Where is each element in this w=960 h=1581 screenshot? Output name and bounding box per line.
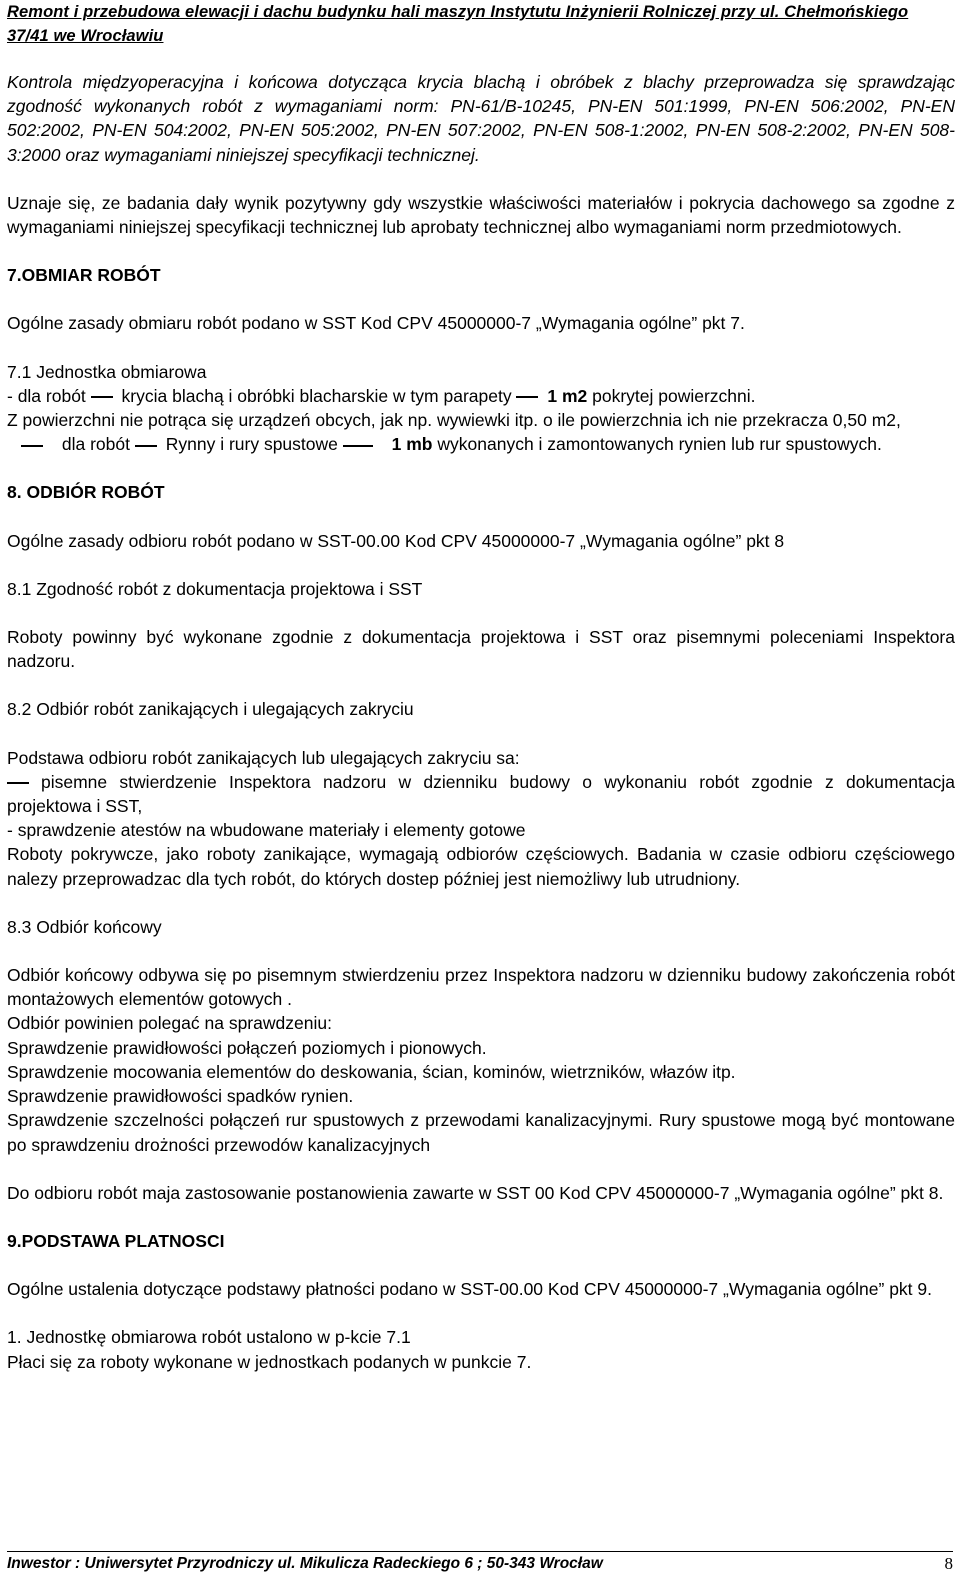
section-8-1-text: Roboty powinny być wykonane zgodnie z dokumentacja projektowa i SST oraz pisemnymi poleceniami Inspektora nadzoru. bbox=[7, 627, 955, 672]
unit-line-roofing-d: pokrytej powierzchni. bbox=[592, 385, 756, 406]
section-7-1-heading: 7.1 Jednostka obmiarowa bbox=[7, 361, 207, 382]
unit-line-gutters-a: dla robót bbox=[61, 434, 130, 455]
section-8-3-text-6: Sprawdzenie szczelności połączeń rur spustowych z przewodami kanalizacyjnymi. Rury spustowe mogą być montowane po sprawdzeniu drożności przewodów kanalizacyjnych bbox=[7, 1110, 955, 1155]
dash-icon bbox=[343, 445, 373, 447]
page-header bbox=[7, 0, 953, 48]
document-body bbox=[7, 70, 955, 1374]
dash-icon bbox=[91, 396, 113, 398]
section-8-3-text-2: Odbiór powinien polegać na sprawdzeniu: bbox=[7, 1013, 332, 1034]
section-8-3-text-4: Sprawdzenie mocowania elementów do deskowania, ścian, kominów, wietrzników, włazów itp. bbox=[7, 1061, 736, 1082]
acceptance-paragraph: Uznaje się, ze badania dały wynik pozytywny gdy wszystkie właściwości materiałów i pokrycia dachowego sa zgodne z wymaganiami niniejszej specyfikacji technicznej lub aprobaty technicznej albo wymaganiami norm przedmiotowych. bbox=[7, 192, 955, 238]
dash-icon bbox=[7, 782, 29, 784]
unit-line-gutters-b: Rynny i rury spustowe bbox=[165, 434, 338, 455]
section-8-2-intro: Podstawa odbioru robót zanikających lub ulegających zakryciu sa: bbox=[7, 747, 520, 768]
footer-investor: Inwestor : Uniwersytet Przyrodniczy ul. Mikulicza Radeckiego 6 ; 50-343 Wrocław bbox=[7, 1555, 603, 1572]
page-number: 8 bbox=[944, 1554, 953, 1573]
dash-icon bbox=[135, 445, 157, 447]
section-9-heading: 9.PODSTAWA PLATNOSCI bbox=[7, 1230, 225, 1251]
section-8-heading: 8. ODBIÓR ROBÓT bbox=[7, 482, 165, 503]
section-7-general: Ogólne zasady obmiaru robót podano w SST Kod CPV 45000000-7 „Wymagania ogólne” pkt 7. bbox=[7, 313, 745, 334]
intro-paragraph: Kontrola międzyoperacyjna i końcowa dotycząca krycia blachą i obróbek z blachy przeprowadza się sprawdzając zgodność wykonanych robót z wymaganiami norm: PN-61/B-10245, PN-EN 501:1999, PN-EN 506:2002, PN-EN 502:2002, PN-EN 504:2002, PN-EN 505:2002, PN-EN 507:2002, PN-EN 508-1:2002, PN-EN 508-2:2002, PN-EN 508-3:2000 oraz wymaganiami niniejszej specyfikacji technicznej. bbox=[7, 72, 955, 165]
unit-line-gutters-d: wykonanych i zamontowanych rynien lub rur spustowych. bbox=[437, 434, 882, 455]
section-8-1-heading: 8.1 Zgodność robót z dokumentacja projektowa i SST bbox=[7, 578, 423, 599]
section-8-3-text-3: Sprawdzenie prawidłowości połączeń poziomych i pionowych. bbox=[7, 1037, 487, 1058]
section-8-2-item-1-text: pisemne stwierdzenie Inspektora nadzoru w dzienniku budowy o wykonaniu robót zgodnie z dokumentacja projektowa i SST, bbox=[7, 771, 955, 817]
section-8-2-item-1 bbox=[7, 770, 955, 818]
unit-line-gutters bbox=[7, 432, 955, 456]
page-footer bbox=[7, 1551, 953, 1576]
unit-line-roofing bbox=[7, 384, 955, 408]
dash-icon bbox=[21, 445, 43, 447]
header-line-1: Remont i przebudowa elewacji i dachu budynku hali maszyn Instytutu Inżynierii Rolniczej przy ul. Chełmońskiego bbox=[7, 3, 909, 21]
section-9-general: Ogólne ustalenia dotyczące podstawy płatności podano w SST-00.00 Kod CPV 45000000-7 „Wymagania ogólne” pkt 9. bbox=[7, 1279, 932, 1300]
dash-icon bbox=[516, 396, 538, 398]
header-line-2: 37/41 we Wrocławiu bbox=[7, 27, 164, 45]
unit-mb: 1 mb bbox=[391, 434, 433, 455]
section-8-3-text-5: Sprawdzenie prawidłowości spadków rynien. bbox=[7, 1086, 354, 1107]
section-7-heading: 7.OBMIAR ROBÓT bbox=[7, 265, 161, 286]
unit-line-roofing-b: krycia blachą i obróbki blacharskie w tym parapety bbox=[121, 385, 512, 406]
unit-m2: 1 m2 bbox=[547, 385, 588, 406]
section-9-item-2: Płaci się za roboty wykonane w jednostkach podanych w punkcie 7. bbox=[7, 1351, 532, 1372]
section-8-2-note: Roboty pokrywcze, jako roboty zanikające, wymagają odbiorów częściowych. Badania w czasie odbioru częściowego nalezy przeprowadzac dla tych robót, do których dostep później jest niemożliwy lub utrudniony. bbox=[7, 844, 955, 889]
unit-line-exclusion: Z powierzchni nie potrąca się urządzeń obcych, jak np. wywiewki itp. o ile powierzchnia ich nie przekracza 0,50 m2, bbox=[7, 410, 901, 431]
section-8-2-item-2: - sprawdzenie atestów na wbudowane materiały i elementy gotowe bbox=[7, 820, 526, 841]
section-9-item-1: 1. Jednostkę obmiarowa robót ustalono w p-kcie 7.1 bbox=[7, 1327, 411, 1348]
section-8-3-text-1: Odbiór końcowy odbywa się po pisemnym stwierdzeniu przez Inspektora nadzoru w dzienniku budowy zakończenia robót montażowych elementów gotowych . bbox=[7, 965, 955, 1010]
section-8-final: Do odbioru robót maja zastosowanie postanowienia zawarte w SST 00 Kod CPV 45000000-7 „Wymagania ogólne” pkt 8. bbox=[7, 1182, 944, 1203]
section-8-general: Ogólne zasady odbioru robót podano w SST-00.00 Kod CPV 45000000-7 „Wymagania ogólne” pkt 8 bbox=[7, 530, 785, 551]
unit-line-roofing-a: - dla robót bbox=[7, 385, 86, 406]
section-8-2-heading: 8.2 Odbiór robót zanikających i ulegających zakryciu bbox=[7, 699, 414, 720]
section-8-3-heading: 8.3 Odbiór końcowy bbox=[7, 916, 162, 937]
